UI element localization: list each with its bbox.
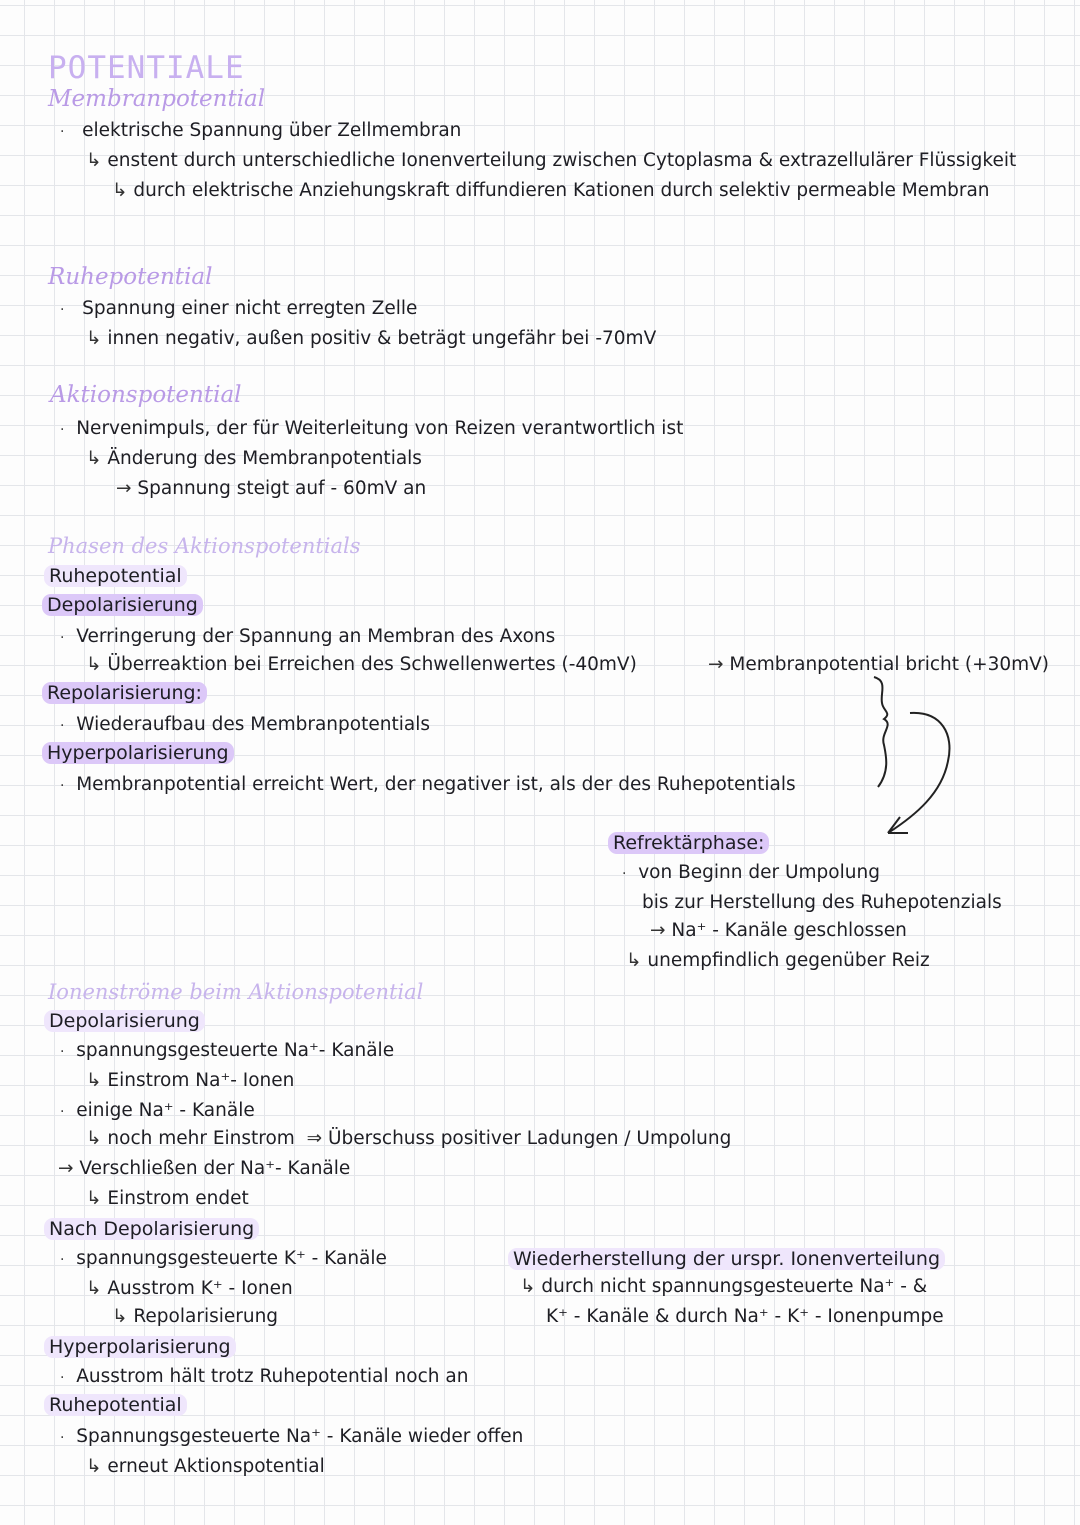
ionen-depol-line-1: · spannungsgesteuerte Na⁺- Kanäle [60, 1040, 395, 1061]
ionen-depol-line-7: ↳ Einstrom endet [86, 1188, 249, 1209]
phase-depol-line-1: · Verringerung der Spannung an Membran des Axons [60, 626, 556, 647]
wiederherstellung-line-2: K⁺ - Kanäle & durch Na⁺ - K⁺ - Ionenpumpe [546, 1306, 944, 1327]
aktion-line-2: ↳ Änderung des Membranpotentials [86, 448, 422, 469]
ruhe-line-1: · Spannung einer nicht erregten Zelle [60, 298, 418, 319]
ruhe-line-2: ↳ innen negativ, außen positiv & beträgt ungefähr bei -70mV [86, 328, 657, 349]
refraktaer-line-2: bis zur Herstellung des Ruhepotenzials [642, 892, 1002, 913]
phase-depol-line-3: → Membranpotential bricht (+30mV) [708, 654, 1050, 675]
membran-line-2: ↳ enstent durch unterschiedliche Ionenverteilung zwischen Cytoplasma & extrazellulärer Flüssigkeit [86, 150, 1017, 171]
membranpotential-heading: Membranpotential [48, 86, 266, 112]
ionenstroeme-heading: Ionenströme beim Aktionspotential [48, 980, 424, 1004]
refraktaer-line-4: ↳ unempfindlich gegenüber Reiz [626, 950, 930, 971]
refraktaer-line-1: · von Beginn der Umpolung [622, 862, 880, 883]
aktionspotential-heading: Aktionspotential [50, 382, 242, 408]
ionen-hyper-line-1: · Ausstrom hält trotz Ruhepotential noch an [60, 1366, 469, 1387]
aktion-line-3: → Spannung steigt auf - 60mV an [116, 478, 427, 499]
ionen-hyperpolarisierung-label: Hyperpolarisierung [44, 1336, 236, 1358]
refraktaerphase-label: Refrektärphase: [608, 832, 769, 854]
wiederherstellung-label: Wiederherstellung der urspr. Ionenverteilung [508, 1248, 945, 1270]
wiederherstellung-line-1: ↳ durch nicht spannungsgesteuerte Na⁺ - & [520, 1276, 928, 1297]
ruhepotential-heading: Ruhepotential [48, 264, 213, 290]
ionen-nach-line-3: ↳ Repolarisierung [112, 1306, 279, 1327]
ionen-depol-line-4: ↳ noch mehr Einstrom ⇒ Überschuss positiver Ladungen / Umpolung [86, 1128, 732, 1149]
ionen-depol-line-2: ↳ Einstrom Na⁺- Ionen [86, 1070, 295, 1091]
refraktaer-line-3: → Na⁺ - Kanäle geschlossen [650, 920, 907, 941]
ionen-depol-line-6: → Verschließen der Na⁺- Kanäle [58, 1158, 351, 1179]
page-title: POTENTIALE [48, 50, 245, 86]
phasen-heading: Phasen des Aktionspotentials [48, 534, 361, 558]
ionen-nach-depol-label: Nach Depolarisierung [44, 1218, 259, 1240]
phase-hyperpolarisierung-label: Hyperpolarisierung [42, 742, 234, 764]
membran-line-1: · elektrische Spannung über Zellmembran [60, 120, 462, 141]
ionen-ruhe-line-2: ↳ erneut Aktionspotential [86, 1456, 325, 1477]
phase-repol-line-1: · Wiederaufbau des Membranpotentials [60, 714, 430, 735]
phase-repolarisierung-label: Repolarisierung: [42, 682, 207, 704]
phase-depolarisierung-label: Depolarisierung [42, 594, 203, 616]
ionen-depolarisierung-label: Depolarisierung [44, 1010, 205, 1032]
phase-ruhepotential-label: Ruhepotential [44, 565, 187, 587]
ionen-ruhepotential-label: Ruhepotential [44, 1394, 187, 1416]
ionen-depol-line-3: · einige Na⁺ - Kanäle [60, 1100, 255, 1121]
ionen-nach-line-2: ↳ Ausstrom K⁺ - Ionen [86, 1278, 293, 1299]
curved-arrow-icon [870, 675, 960, 845]
ionen-nach-line-1: · spannungsgesteuerte K⁺ - Kanäle [60, 1248, 387, 1269]
phase-hyper-line-1: · Membranpotential erreicht Wert, der negativer ist, als der des Ruhepotentials [60, 774, 796, 795]
aktion-line-1: · Nervenimpuls, der für Weiterleitung von Reizen verantwortlich ist [60, 418, 684, 439]
phase-depol-line-2: ↳ Überreaktion bei Erreichen des Schwellenwertes (-40mV) [86, 654, 637, 675]
membran-line-3: ↳ durch elektrische Anziehungskraft diffundieren Kationen durch selektiv permeable Membran [112, 180, 990, 201]
ionen-ruhe-line-1: · Spannungsgesteuerte Na⁺ - Kanäle wieder offen [60, 1426, 524, 1447]
